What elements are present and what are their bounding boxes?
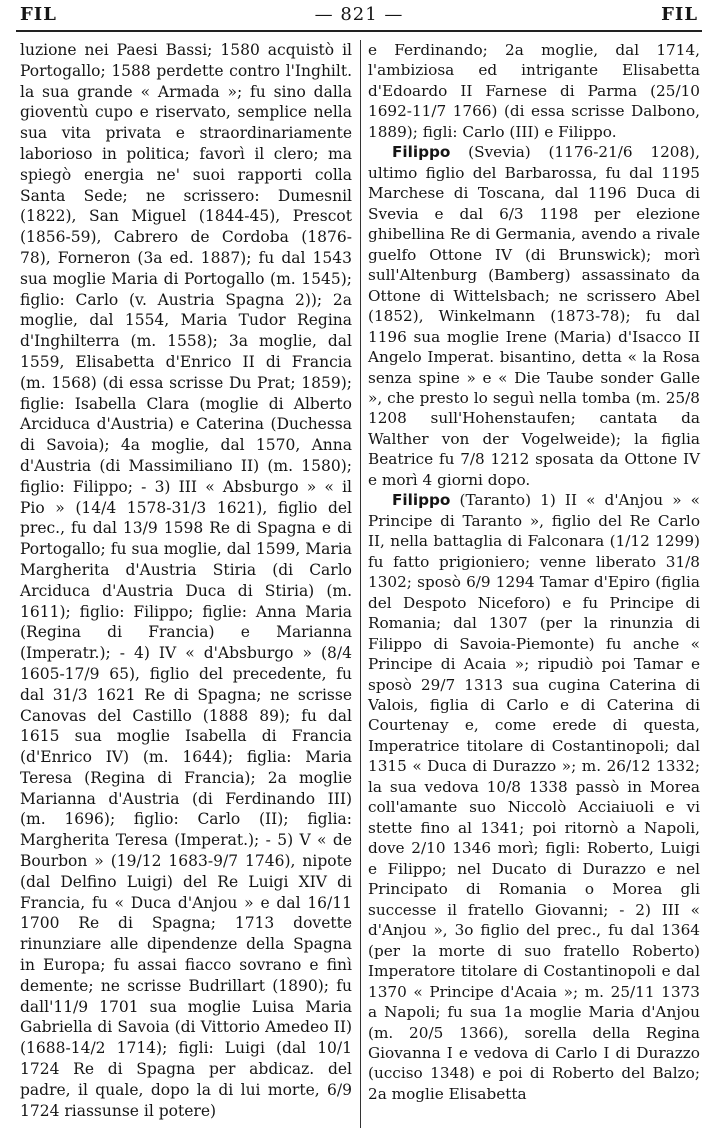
entry-text: (Svevia) (1176-21/6 1208), ultimo figlio del Barbarossa, fu dal 1195 Marchese di Toscana, dal 1196 Duca di Svevia e dal 6/3 1198 per elezione ghibellina Re di Germania, avendo a rivale guelfo Ottone IV (di Brunswick); morì sull'Altenburg (Bamberg) assassinato da Ottone di Wittelsbach; ne scrissero Abel (1852), Winkelmann (1873-78); fu dal 1196 sua moglie Irene (Maria) d'Isacco II Angelo Imperat. bisantino, detta « la Rosa senza spine » e « Die Taube sonder Galle », che presto lo seguì nella tomba (m. 25/8 1208 sull'Hohenstaufen; cantata da Walther von der Vogelweide); la figlia Beatrice fu 7/8 1212 sposata da Ottone IV e morì 4 giorni dopo. xyxy=(368,143,700,489)
column-divider xyxy=(360,40,361,1128)
entry-continuation: e Ferdinando; 2a moglie, dal 1714, l'ambiziosa ed intrigante Elisabetta d'Edoardo II Farnese di Parma (25/10 1692-11/7 1766) (di essa scrisse Dalbono, 1889); figli: Carlo (III) e Filippo. xyxy=(368,41,700,141)
entry-headword: Filippo xyxy=(392,143,451,162)
page-number: — 821 — xyxy=(314,4,404,25)
page-header xyxy=(0,4,718,30)
entry-headword: Filippo xyxy=(392,491,451,510)
entry-filippo-taranto xyxy=(368,490,700,1104)
right-column xyxy=(368,40,700,1104)
entry-continuation: luzione nei Paesi Bassi; 1580 acquistò il Portogallo; 1588 perdette contro l'Inghilt. la sua grande « Armada »; fu sino dalla gioventù cupo e riservato, semplice nella sua vita privata e straordinariamente laborioso in politica; favorì il clero; ma spiegò energia ne' suoi rapporti colla Santa Sede; ne scrissero: Dumesnil (1822), San Miguel (1844-45), Prescot (1856-59), Cabrero de Cordoba (1876-78), Forneron (3a ed. 1887); fu dal 1543 sua moglie Maria di Portogallo (m. 1545); figlio: Carlo (v. Austria Spagna 2)); 2a moglie, dal 1554, Maria Tudor Regina d'Inghilterra (m. 1558); 3a moglie, dal 1559, Elisabetta d'Enrico II di Francia (m. 1568) (di essa scrisse Du Prat; 1859); figlie: Isabella Clara (moglie di Alberto Arciduca d'Austria) e Caterina (Duchessa di Savoia); 4a moglie, dal 1570, Anna d'Austria (di Massimiliano II) (m. 1580); figlio: Filippo; - 3) III « Absburgo » « il Pio » (14/4 1578-31/3 1621), figlio del prec., fu dal 13/9 1598 Re di Spagna e di Portogallo; fu sua moglie, dal 1599, Maria Margherita d'Austria Stiria (di Carlo Arciduca d'Austria Duca di Stiria) (m. 1611); figlio: Filippo; figlie: Anna Maria (Regina di Francia) e Marianna (Imperatr.); - 4) IV « d'Absburgo » (8/4 1605-17/9 65), figlio del precedente, fu dal 31/3 1621 Re di Spagna; ne scrisse Canovas del Castillo (1888 89); fu dal 1615 sua moglie Isabella di Francia (d'Enrico IV) (m. 1644); figlia: Maria Teresa (Regina di Francia); 2a moglie Marianna d'Austria (di Ferdinando III) (m. 1696); figlio: Carlo (II); figlia: Margherita Teresa (Imperat.); - 5) V « de Bourbon » (19/12 1683-9/7 1746), nipote (dal Delfino Luigi) del Re Luigi XIV di Francia, fu « Duca d'Anjou » e dal 16/11 1700 Re di Spagna; 1713 dovette rinunziare alle dipendenze della Spagna in Europa; fu assai fiacco sovrano e finì demente; ne scrisse Budrillart (1890); fu dall'11/9 1701 sua moglie Luisa Maria Gabriella di Savoia (di Vittorio Amedeo II) (1688-14/2 1714); figli: Luigi (dal 10/1 1724 Re di Spagna per abdicaz. del padre, il quale, dopo la di lui morte, 6/9 1724 riassunse il potere) xyxy=(20,41,352,1120)
left-column xyxy=(20,40,352,1121)
running-head-left: FIL xyxy=(20,4,57,25)
header-rule xyxy=(16,30,702,32)
running-head-right: FIL xyxy=(661,4,698,25)
entry-text: (Taranto) 1) II « d'Anjou » « Principe di Taranto », figlio del Re Carlo II, nella battaglia di Falconara (1/12 1299) fu fatto prigioniero; venne liberato 31/8 1302; sposò 6/9 1294 Tamar d'Epiro (figlia del Despoto Niceforo) e fu Principe di Romania; dal 1307 (per la rinunzia di Filippo di Savoia-Piemonte) fu anche « Principe di Acaia »; ripudiò poi Tamar e sposò 29/7 1313 sua cugina Caterina di Valois, figlia di Carlo e di Caterina di Courtenay e, come erede di questa, Imperatrice titolare di Costantinopoli; dal 1315 « Duca di Durazzo »; m. 26/12 1332; la sua vedova 10/8 1338 passò in Morea coll'amante suo Niccolò Acciaiuoli e vi stette fino al 1341; poi ritornò a Napoli, dove 2/10 1346 morì; figli: Roberto, Luigi e Filippo; nel Ducato di Durazzo e nel Principato di Romania o Morea gli successe il fratello Giovanni; - 2) III « d'Anjou », 3o figlio del prec., fu dal 1364 (per la morte di suo fratello Roberto) Imperatore titolare di Costantinopoli e dal 1370 « Principe d'Acaia »; m. 25/11 1373 a Napoli; fu sua 1a moglie Maria d'Anjou (m. 20/5 1366), sorella della Regina Giovanna I e vedova di Carlo I di Durazzo (ucciso 1348) e poi di Roberto del Balzo; 2a moglie Elisabetta xyxy=(368,491,700,1103)
entry-filippo-svevia xyxy=(368,142,700,490)
